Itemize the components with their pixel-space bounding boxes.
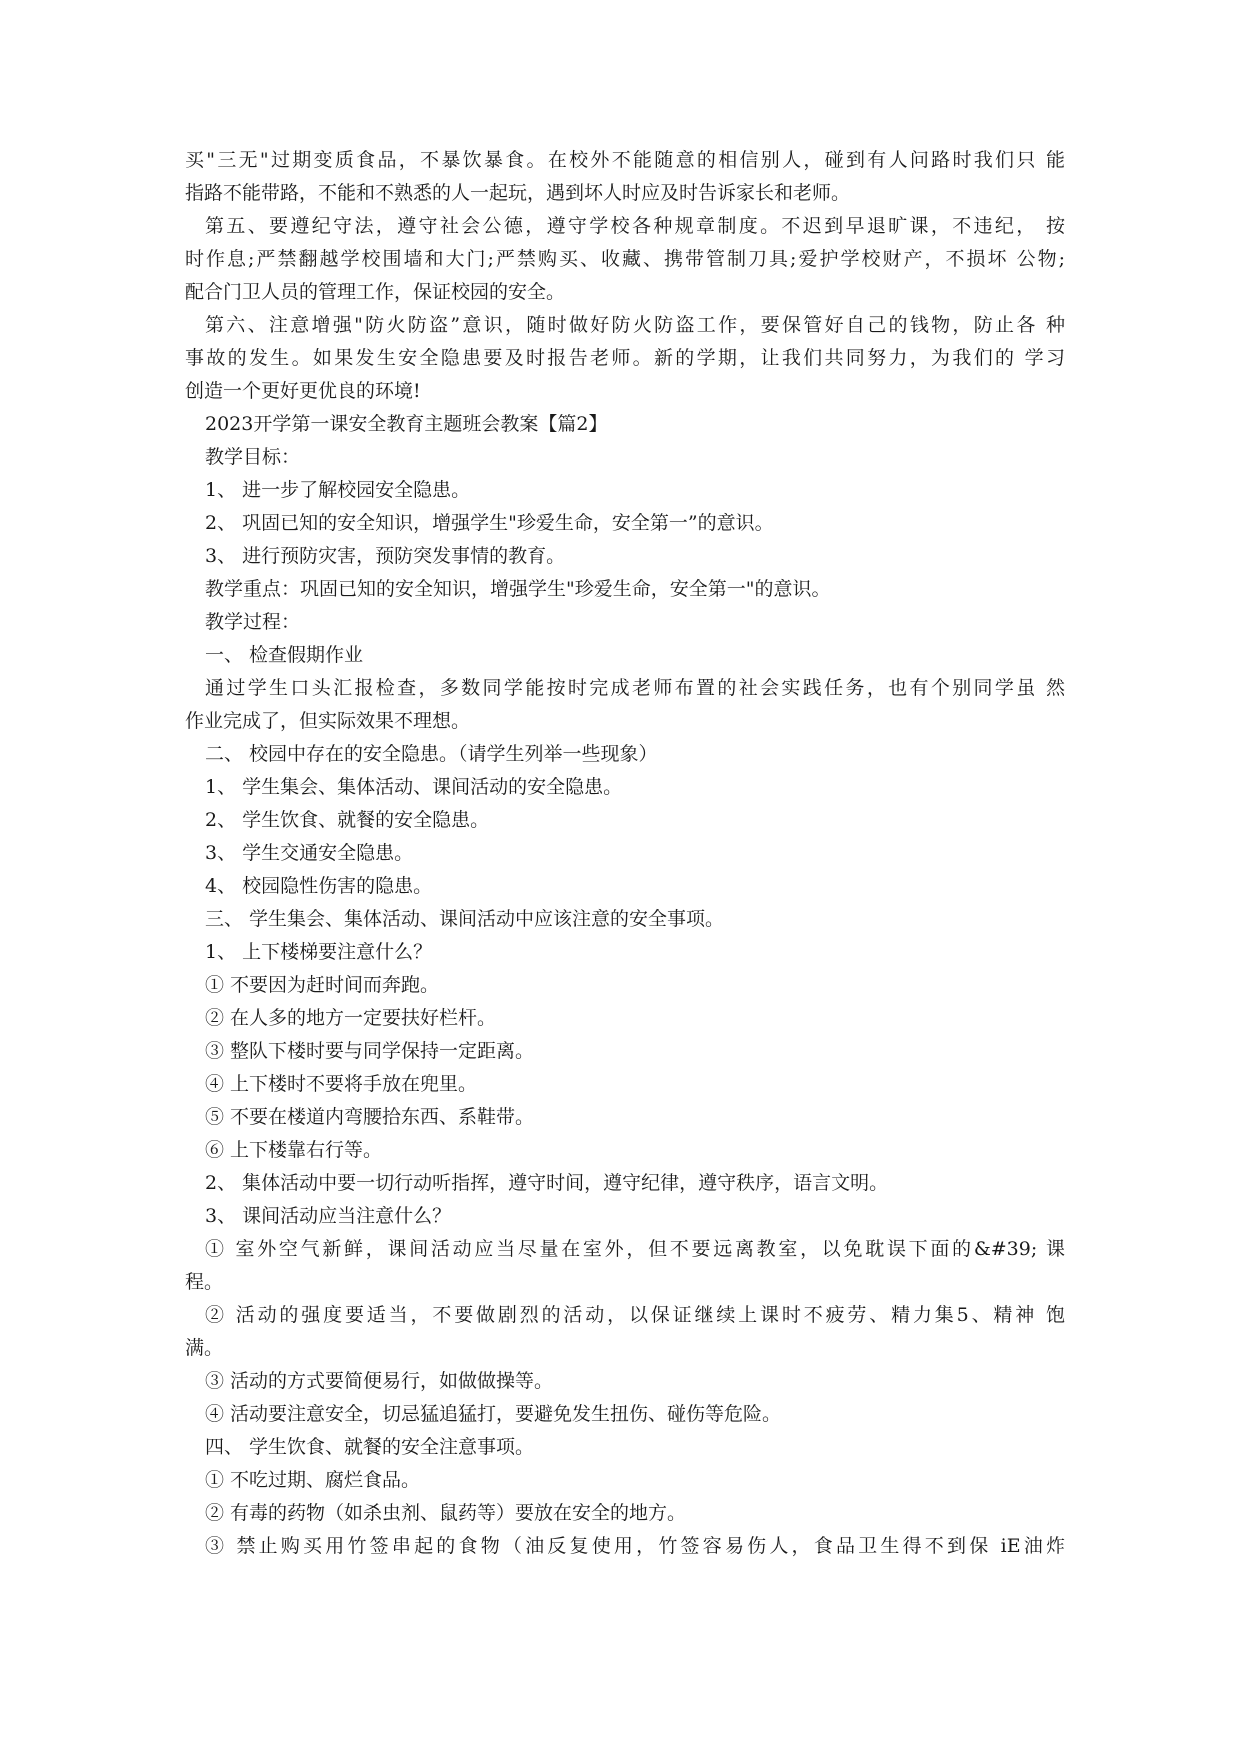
text-line: ③ 整队下楼时要与同学保持一定距离。 <box>205 1040 535 1062</box>
text-line: ② 活动的强度要适当，不要做剧烈的活动，以保证继续上课时不疲劳、精力集5、精神 饱 <box>205 1304 1065 1326</box>
text-line: ④ 活动要注意安全，切忌猛追猛打，要避免发生扭伤、碰伤等危险。 <box>205 1403 782 1425</box>
text-line: 配合门卫人员的管理工作，保证校园的安全。 <box>185 281 566 303</box>
text-line: 3、 课间活动应当注意什么？ <box>205 1205 452 1227</box>
text-line: 第六、注意增强"防火防盗”意识，随时做好防火防盗工作，要保管好自己的钱物，防止各 种 <box>205 314 1065 336</box>
text-line: 2、 集体活动中要一切行动听指挥，遵守时间，遵守纪律，遵守秩序，语言文明。 <box>205 1172 889 1194</box>
text-line: 通过学生口头汇报检查，多数同学能按时完成老师布置的社会实践任务，也有个别同学虽 然 <box>205 677 1065 699</box>
text-line: 第五、要遵纪守法，遵守社会公德，遵守学校各种规章制度。不迟到早退旷课，不违纪， 按 <box>205 215 1065 237</box>
text-line: ② 在人多的地方一定要扶好栏杆。 <box>205 1007 497 1029</box>
text-line: 二、 校园中存在的安全隐患。（请学生列举一些现象） <box>205 743 658 765</box>
text-line: 一、 检查假期作业 <box>205 644 364 666</box>
text-line: ③ 禁止购买用竹签串起的食物（油反复使用，竹签容易伤人，食品卫生得不到保 iE油炸 <box>205 1535 1065 1557</box>
text-line: 3、 学生交通安全隐患。 <box>205 842 414 864</box>
text-line: 三、 学生集会、集体活动、课间活动中应该注意的安全事项。 <box>205 908 725 930</box>
text-line: 作业完成了，但实际效果不理想。 <box>185 710 471 732</box>
text-line: 1、 进一步了解校园安全隐患。 <box>205 479 471 501</box>
text-line: 2、 巩固已知的安全知识，增强学生"珍爱生命，安全第一”的意识。 <box>205 512 774 534</box>
text-line: 买"三无"过期变质食品，不暴饮暴食。在校外不能随意的相信别人，碰到有人问路时我们只 能 <box>185 149 1065 171</box>
document-body <box>185 144 1065 1563</box>
text-line: 2、 学生饮食、就餐的安全隐患。 <box>205 809 490 831</box>
text-line: ① 不吃过期、腐烂食品。 <box>205 1469 421 1491</box>
text-line: ⑤ 不要在楼道内弯腰拾东西、系鞋带。 <box>205 1106 535 1128</box>
text-line: ① 室外空气新鲜，课间活动应当尽量在室外，但不要远离教室，以免耽误下面的&#39; 课 <box>205 1238 1065 1260</box>
text-line: 1、 学生集会、集体活动、课间活动的安全隐患。 <box>205 776 623 798</box>
text-line: ③ 活动的方式要简便易行，如做做操等。 <box>205 1370 554 1392</box>
text-line: 教学目标： <box>205 446 301 468</box>
text-line: 创造一个更好更优良的环境! <box>185 380 421 402</box>
text-line: 指路不能带路，不能和不熟悉的人一起玩，遇到坏人时应及时告诉家长和老师。 <box>185 182 851 204</box>
text-line: 教学重点：巩固已知的安全知识，增强学生"珍爱生命，安全第一"的意识。 <box>205 578 831 600</box>
text-line: ⑥ 上下楼靠右行等。 <box>205 1139 383 1161</box>
text-line: 事故的发生。如果发生安全隐患要及时报告老师。新的学期，让我们共同努力，为我们的 学习 <box>185 347 1065 369</box>
text-line: ④ 上下楼时不要将手放在兜里。 <box>205 1073 478 1095</box>
text-line: 1、 上下楼梯要注意什么？ <box>205 941 433 963</box>
text-line: ② 有毒的药物（如杀虫剂、鼠药等）要放在安全的地方。 <box>205 1502 687 1524</box>
text-line: 教学过程： <box>205 611 301 633</box>
text-line: 4、 校园隐性伤害的隐患。 <box>205 875 433 897</box>
text-line: 程。 <box>185 1271 224 1293</box>
text-line: 时作息;严禁翻越学校围墙和大门;严禁购买、收藏、携带管制刀具;爱护学校财产，不损坏 公物; <box>185 248 1065 270</box>
text-line: 四、 学生饮食、就餐的安全注意事项。 <box>205 1436 535 1458</box>
text-line: 3、 进行预防灾害，预防突发事情的教育。 <box>205 545 566 567</box>
text-line: 2023开学第一课安全教育主题班会教案【篇2】 <box>205 413 608 435</box>
text-line: ① 不要因为赶时间而奔跑。 <box>205 974 440 996</box>
text-line: 满。 <box>185 1337 224 1359</box>
